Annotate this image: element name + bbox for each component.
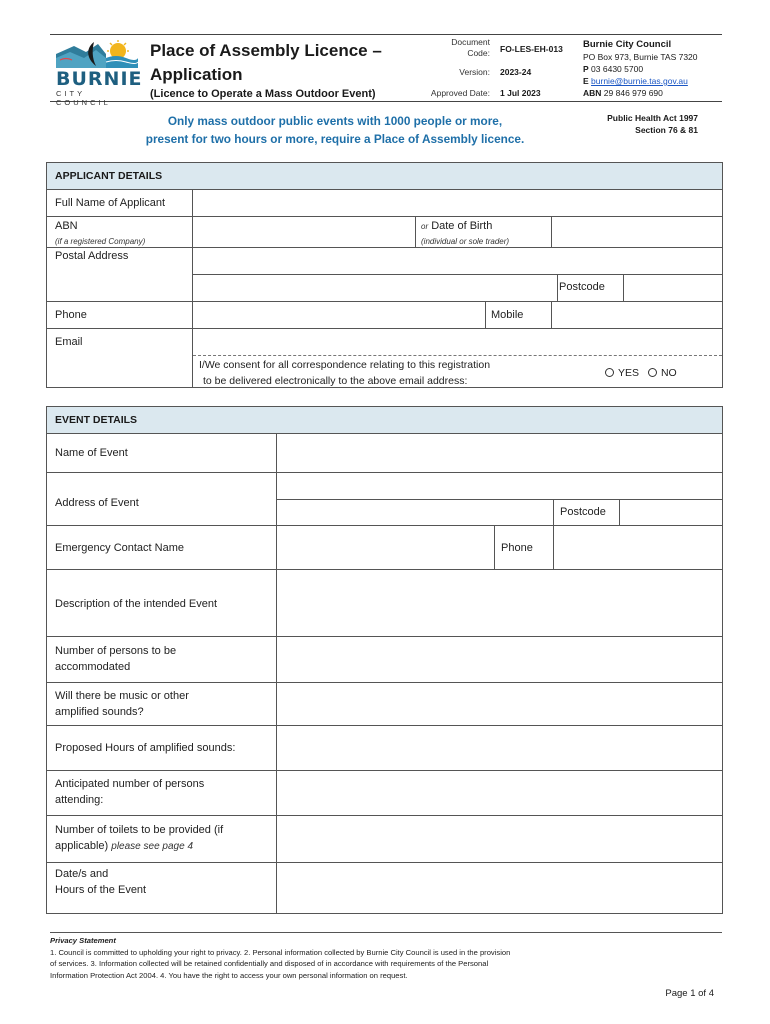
event-name-row [47,434,722,473]
event-address-input[interactable] [276,473,722,525]
phone-label: Phone [55,309,87,321]
dob-label: Date of Birth [431,220,493,232]
council-logo [56,40,143,107]
mobile-label: Mobile [491,309,524,321]
abn-dob-row [47,217,722,248]
event-postcode-input[interactable] [619,499,722,525]
legislation-reference: Public Health Act 1997 Section 76 & 81 [607,113,698,135]
licence-notice: Only mass outdoor public events with 1000 people or more, present for two hours or more, require a Place of Assembly licence. [145,114,525,146]
emergency-phone-input[interactable] [553,526,722,569]
consent-line2: to be delivered electronically to the above email address: [203,375,468,387]
doc-code-label2: Code: [467,48,490,58]
amplified-music-input[interactable] [276,683,722,725]
logo-subtitle: CITY COUNCIL [56,89,111,107]
consent-no-radio[interactable] [648,368,657,377]
emergency-phone-label-cell [494,526,553,569]
doc-code-value: FO-LES-EH-013 [500,44,563,54]
emergency-contact-label: Emergency Contact Name [55,542,184,554]
form-subtitle: (Licence to Operate a Mass Outdoor Event) [150,88,376,100]
consent-yes-radio[interactable] [605,368,614,377]
approved-label: Approved Date: [430,88,490,98]
postcode-label: Postcode [559,281,605,293]
council-phone: P 03 6430 5700 [583,64,644,74]
full-name-row [47,190,722,217]
event-description-label: Description of the intended Event [55,598,218,610]
event-dates-row [47,863,722,913]
persons-accommodated-row [47,637,722,683]
mobile-label-cell [485,302,551,328]
abn-input[interactable] [192,217,415,247]
privacy-line2: of services. 3. Information collected will be retained confidentially and disposed of in accordance with requirements of the Personal [50,959,489,968]
event-name-label: Name of Event [55,447,128,459]
postal-address-row [47,248,722,302]
email-row [47,329,722,388]
phone-row [47,302,722,329]
applicant-details-heading: APPLICANT DETAILS [47,163,722,190]
event-dates-label: Date/s and Hours of the Event [55,868,147,896]
mobile-input[interactable] [551,302,722,328]
postal-address-input[interactable] [192,248,722,301]
emergency-contact-row [47,526,722,570]
dob-note: (individual or sole trader) [421,237,510,246]
privacy-statement [50,932,722,981]
event-postcode-label-cell [553,499,619,525]
approved-value: 1 Jul 2023 [500,88,541,98]
amplified-music-label: Will there be music or other amplified sounds? [55,690,189,718]
emergency-phone-label: Phone [501,542,533,554]
dob-input[interactable] [551,217,722,247]
abn-note: (if a registered Company) [55,237,146,246]
council-address: PO Box 973, Burnie TAS 7320 [583,52,698,62]
event-description-input[interactable] [276,570,722,636]
page-number: Page 1 of 4 [665,988,714,999]
council-name: Burnie City Council [583,39,672,50]
event-address-label: Address of Event [55,497,139,509]
amplified-hours-row [47,726,722,771]
toilets-input[interactable] [276,816,722,862]
doc-code-label1: Document [451,37,490,47]
consent-line1: I/We consent for all correspondence relating to this registration [199,359,491,371]
toilets-label: Number of toilets to be provided (if applicable) please see page 4 [55,824,224,852]
postcode-input[interactable] [623,274,722,301]
or-text: or [421,222,429,231]
consent-options [605,365,677,381]
event-description-row [47,570,722,637]
abn-label: ABN [55,220,78,232]
consent-yes-label: YES [618,367,640,379]
amplified-hours-input[interactable] [276,726,722,770]
full-name-label: Full Name of Applicant [55,197,166,209]
toilets-note: please see page 4 [111,841,193,852]
postcode-label-cell [557,274,623,301]
emergency-contact-input[interactable] [276,526,494,569]
event-details-heading: EVENT DETAILS [47,407,722,434]
phone-input[interactable] [192,302,485,328]
version-value: 2023-24 [500,67,532,77]
version-label: Version: [459,67,490,77]
event-address-row [47,473,722,526]
dob-label-cell [415,217,551,247]
applicant-details-section [46,162,723,388]
logo-wordmark: BURNIE [56,68,143,90]
event-details-section [46,406,723,914]
event-postcode-label: Postcode [560,506,606,518]
email-input[interactable] [193,329,722,355]
council-abn: ABN 29 846 979 690 [583,88,663,98]
form-title-block [150,39,410,100]
privacy-heading: Privacy Statement [50,936,116,945]
postal-address-label: Postal Address [55,250,129,262]
form-header [50,34,722,107]
persons-accommodated-label: Number of persons to be accommodated [55,645,177,673]
toilets-row [47,816,722,863]
privacy-line1: 1. Council is committed to upholding your right to privacy. 2. Personal information collected by Burnie City Council is used in the provision [50,947,511,957]
council-contact [583,39,723,99]
amplified-hours-label: Proposed Hours of amplified sounds: [55,742,236,754]
anticipated-attendance-input[interactable] [276,771,722,815]
logo-graphic-icon [56,40,138,68]
form-title-line2: Application [150,65,243,84]
event-dates-input[interactable] [276,863,722,913]
full-name-input[interactable] [192,190,722,216]
council-email-link[interactable]: burnie@burnie.tas.gov.au [591,76,688,86]
amplified-music-row [47,683,722,726]
anticipated-attendance-row [47,771,722,816]
event-name-input[interactable] [276,434,722,472]
persons-accommodated-input[interactable] [276,637,722,682]
form-title-line1: Place of Assembly Licence – [150,41,382,60]
email-label: Email [55,336,83,348]
council-email: E burnie@burnie.tas.gov.au [583,76,688,86]
anticipated-attendance-label: Anticipated number of persons attending: [55,778,205,806]
privacy-line3: Information Protection Act 2004. 4. You have the right to access your own personal information on request. [50,970,408,980]
consent-no-label: NO [660,367,677,379]
